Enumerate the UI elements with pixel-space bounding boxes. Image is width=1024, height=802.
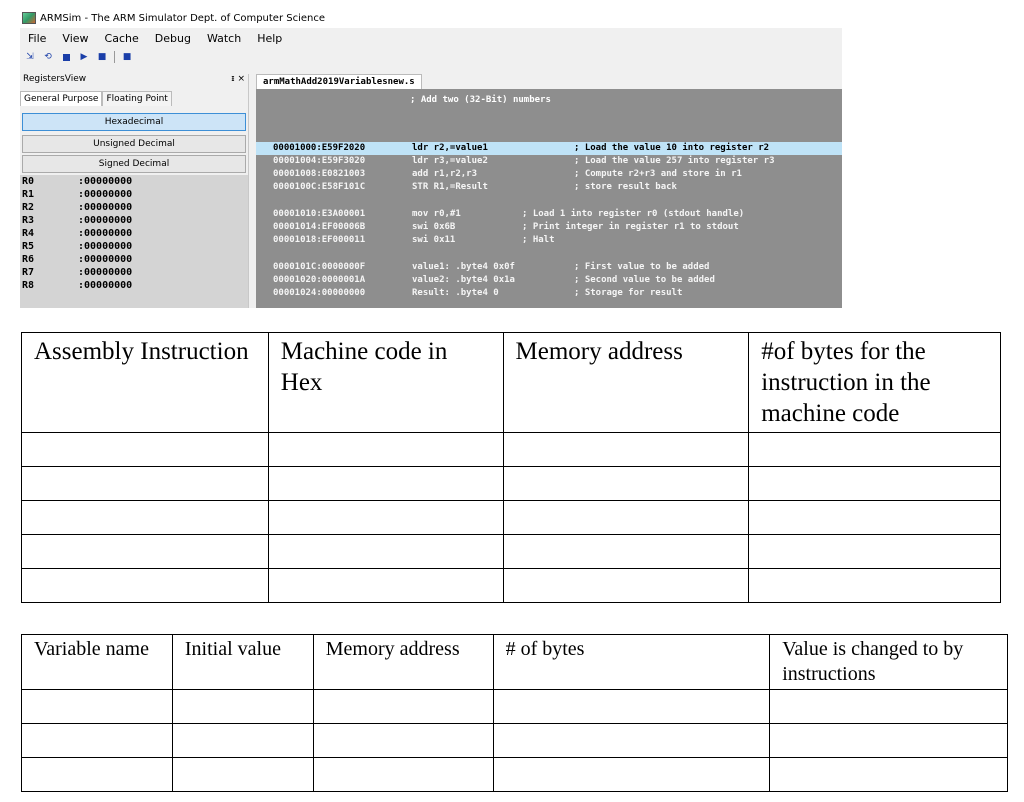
- table-cell[interactable]: [503, 535, 749, 569]
- reload-icon[interactable]: ⟲: [44, 52, 52, 62]
- table-cell[interactable]: [749, 535, 1001, 569]
- code-address: 00001024:00000000: [273, 288, 366, 298]
- tab-general-purpose[interactable]: General Purpose: [20, 91, 102, 106]
- code-address: 00001004:E59F3020: [273, 156, 366, 166]
- menu-cache[interactable]: Cache: [104, 32, 139, 45]
- code-address: 0000100C:E58F101C: [273, 182, 366, 192]
- code-comment: ; Storage for result: [574, 288, 683, 298]
- table-cell[interactable]: [749, 501, 1001, 535]
- hexadecimal-button[interactable]: Hexadecimal: [22, 113, 246, 131]
- code-instruction: swi 0x6B: [412, 222, 456, 232]
- register-name: R8: [22, 280, 35, 291]
- register-list: [20, 175, 248, 308]
- run-icon[interactable]: ▶: [80, 52, 88, 62]
- code-instruction: value2: .byte4 0x1a: [412, 275, 515, 285]
- code-line[interactable]: [256, 221, 842, 234]
- code-comment: ; store result back: [574, 182, 677, 192]
- table-cell[interactable]: [172, 758, 313, 792]
- header-memory-address: Memory address: [503, 333, 749, 433]
- instruction-table: [21, 332, 1001, 603]
- table-cell[interactable]: [503, 501, 749, 535]
- code-instruction: Result: .byte4 0: [412, 288, 499, 298]
- menu-help[interactable]: Help: [257, 32, 283, 45]
- table-cell[interactable]: [313, 690, 493, 724]
- header-assembly-instruction: Assembly Instruction: [22, 333, 269, 433]
- code-comment: ; Load the value 10 into register r2: [574, 143, 770, 153]
- code-instruction: add r1,r2,r3: [412, 169, 478, 179]
- table-cell[interactable]: [22, 724, 173, 758]
- unsigned-decimal-button[interactable]: Unsigned Decimal: [22, 135, 246, 153]
- signed-decimal-button[interactable]: Signed Decimal: [22, 155, 246, 173]
- register-row: [20, 253, 248, 266]
- registers-panel-title: RegistersView: [23, 74, 87, 84]
- table-cell[interactable]: [493, 690, 770, 724]
- variable-table: [21, 634, 1008, 792]
- code-address: 00001018:EF000011: [273, 235, 366, 245]
- register-row: [20, 240, 248, 253]
- table-cell[interactable]: [268, 433, 503, 467]
- table-row: [22, 501, 1001, 535]
- register-row: [20, 175, 248, 188]
- code-line[interactable]: [256, 142, 842, 155]
- code-comment: ; Load 1 into register r0 (stdout handle): [522, 209, 745, 219]
- menu-debug[interactable]: Debug: [154, 32, 191, 45]
- header-memory-address: Memory address: [313, 635, 493, 690]
- menu-bar: [20, 30, 290, 48]
- register-value: :00000000: [78, 176, 133, 187]
- code-instruction: swi 0x11: [412, 235, 456, 245]
- code-line[interactable]: [256, 181, 842, 194]
- table-cell[interactable]: [268, 535, 503, 569]
- table-row: [22, 467, 1001, 501]
- table-header-row: [22, 333, 1001, 433]
- breakpoint-icon[interactable]: ■: [122, 52, 132, 62]
- header-machine-code: Machine code in Hex: [268, 333, 503, 433]
- registers-panel-header: [20, 74, 248, 88]
- code-address: 00001010:E3A00001: [273, 209, 366, 219]
- table-cell[interactable]: [313, 758, 493, 792]
- register-row: [20, 279, 248, 292]
- code-comment: ; Print integer in register r1 to stdout: [522, 222, 739, 232]
- register-value: :00000000: [78, 280, 133, 291]
- register-name: R5: [22, 241, 35, 252]
- code-comment: ; Load the value 257 into register r3: [574, 156, 775, 166]
- code-line[interactable]: [256, 287, 842, 300]
- table-cell[interactable]: [503, 433, 749, 467]
- register-row: [20, 201, 248, 214]
- code-instruction: mov r0,#1: [412, 209, 461, 219]
- table-cell[interactable]: [172, 690, 313, 724]
- table-cell[interactable]: [770, 758, 1008, 792]
- register-value: :00000000: [78, 241, 133, 252]
- register-row: [20, 214, 248, 227]
- header-value-changed: Value is changed to by instructions: [770, 635, 1008, 690]
- table-cell[interactable]: [22, 758, 173, 792]
- menu-view[interactable]: View: [62, 32, 89, 45]
- register-row: [20, 188, 248, 201]
- table-row: [22, 535, 1001, 569]
- code-line[interactable]: [256, 208, 842, 221]
- header-num-bytes: # of bytes: [493, 635, 770, 690]
- table-cell[interactable]: [268, 501, 503, 535]
- table-cell[interactable]: [22, 433, 269, 467]
- table-cell[interactable]: [22, 501, 269, 535]
- table-cell[interactable]: [493, 724, 770, 758]
- register-name: R1: [22, 189, 35, 200]
- table-row: [22, 724, 1008, 758]
- code-instruction: value1: .byte4 0x0f: [412, 262, 515, 272]
- register-name: R6: [22, 254, 35, 265]
- table-cell[interactable]: [268, 569, 503, 603]
- code-line[interactable]: [256, 234, 842, 247]
- window-title: ARMSim - The ARM Simulator Dept. of Computer Science: [40, 12, 326, 24]
- table-cell[interactable]: [313, 724, 493, 758]
- table-cell[interactable]: [493, 758, 770, 792]
- stop-icon[interactable]: [60, 51, 72, 63]
- step-icon[interactable]: ■: [97, 52, 107, 62]
- toolbar: [20, 49, 139, 65]
- load-icon[interactable]: ⇲: [26, 52, 34, 62]
- code-address: 00001020:0000001A: [273, 275, 366, 285]
- toolbar-separator: [114, 51, 115, 63]
- menu-watch[interactable]: Watch: [206, 32, 242, 45]
- registers-panel: [20, 74, 249, 308]
- code-address: 00001000:E59F2020: [273, 143, 366, 153]
- register-tabs: [20, 91, 172, 106]
- table-cell[interactable]: [268, 467, 503, 501]
- code-line[interactable]: [256, 274, 842, 287]
- table-row: [22, 569, 1001, 603]
- register-name: R4: [22, 228, 35, 239]
- header-initial-value: Initial value: [172, 635, 313, 690]
- header-variable-name: Variable name: [22, 635, 173, 690]
- tab-source-file[interactable]: armMathAdd2019Variablesnew.s: [256, 74, 422, 89]
- table-cell[interactable]: [770, 690, 1008, 724]
- table-row: [22, 758, 1008, 792]
- armsim-window: [20, 8, 842, 308]
- code-comment: ; First value to be added: [574, 262, 710, 272]
- code-view[interactable]: [256, 89, 842, 308]
- table-cell[interactable]: [749, 433, 1001, 467]
- code-comment: ; Halt: [522, 235, 555, 245]
- table-row: [22, 433, 1001, 467]
- table-row: [22, 690, 1008, 724]
- tab-floating-point[interactable]: Floating Point: [102, 91, 171, 106]
- app-icon: [22, 12, 36, 24]
- code-comment: ; Second value to be added: [574, 275, 715, 285]
- code-header-comment: ; Add two (32-Bit) numbers: [410, 95, 551, 105]
- table-cell[interactable]: [22, 569, 269, 603]
- code-comment: ; Compute r2+r3 and store in r1: [574, 169, 742, 179]
- table-cell[interactable]: [770, 724, 1008, 758]
- register-value: :00000000: [78, 215, 133, 226]
- code-line[interactable]: [256, 168, 842, 181]
- pin-close-icon[interactable]: ᵻ ×: [231, 74, 245, 84]
- table-cell[interactable]: [503, 569, 749, 603]
- code-instruction: STR R1,=Result: [412, 182, 488, 192]
- code-address: 00001008:E0821003: [273, 169, 366, 179]
- register-value: :00000000: [78, 254, 133, 265]
- register-name: R0: [22, 176, 35, 187]
- title-bar: [20, 8, 842, 28]
- table-cell[interactable]: [22, 467, 269, 501]
- code-instruction: ldr r2,=value1: [412, 143, 488, 153]
- register-value: :00000000: [78, 228, 133, 239]
- register-row: [20, 227, 248, 240]
- table-cell[interactable]: [749, 467, 1001, 501]
- code-line[interactable]: [256, 261, 842, 274]
- register-name: R3: [22, 215, 35, 226]
- table-cell[interactable]: [749, 569, 1001, 603]
- register-value: :00000000: [78, 202, 133, 213]
- table-cell[interactable]: [503, 467, 749, 501]
- header-num-bytes: #of bytes for the instruction in the machine code: [749, 333, 1001, 433]
- menu-file[interactable]: File: [28, 32, 47, 45]
- code-instruction: ldr r3,=value2: [412, 156, 488, 166]
- code-line[interactable]: [256, 155, 842, 168]
- register-row: [20, 266, 248, 279]
- code-address: 0000101C:0000000F: [273, 262, 366, 272]
- register-name: R2: [22, 202, 35, 213]
- register-name: R7: [22, 267, 35, 278]
- table-cell[interactable]: [22, 690, 173, 724]
- register-value: :00000000: [78, 267, 133, 278]
- table-cell[interactable]: [172, 724, 313, 758]
- code-address: 00001014:EF00006B: [273, 222, 366, 232]
- table-cell[interactable]: [22, 535, 269, 569]
- table-header-row: [22, 635, 1008, 690]
- register-value: :00000000: [78, 189, 133, 200]
